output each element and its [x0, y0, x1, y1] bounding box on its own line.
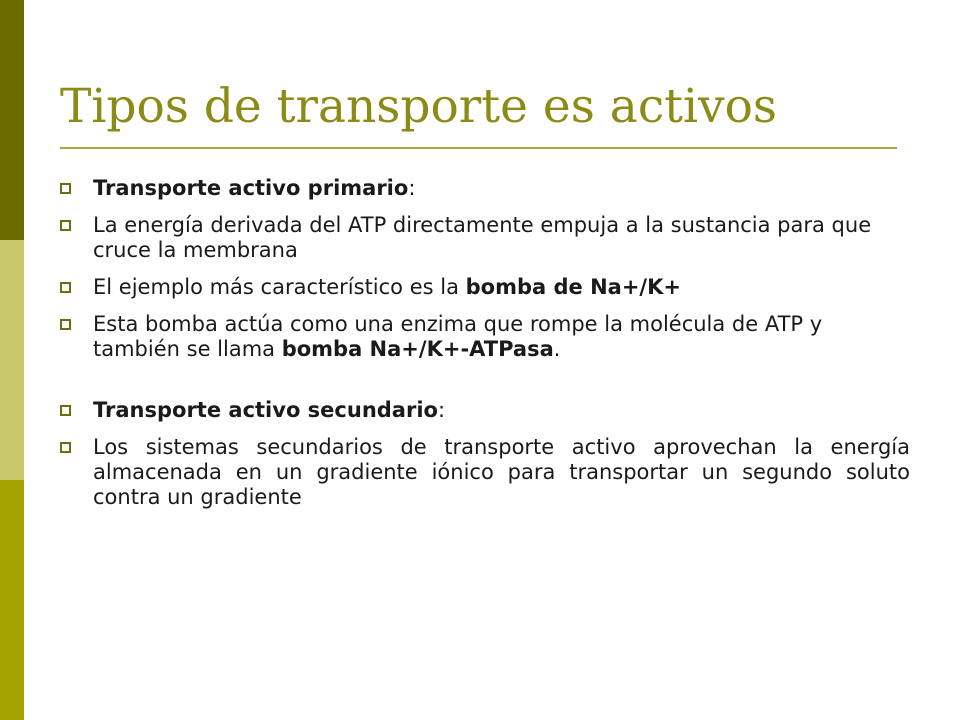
sidebar-accent-bottom [0, 480, 24, 720]
square-bullet-icon [60, 220, 71, 231]
bullet-secondary-systems [60, 435, 910, 510]
square-bullet-icon [60, 442, 71, 453]
square-bullet-icon [60, 319, 71, 330]
bullet-primary-heading [60, 176, 910, 201]
bullet-secondary-heading [60, 398, 910, 423]
bullet-bold-text: bomba Na+/K+-ATPasa [281, 337, 554, 361]
sidebar-accent-top [0, 0, 24, 240]
square-bullet-icon [60, 282, 71, 293]
bullet-list [60, 170, 910, 510]
bullet-suffix: : [437, 398, 446, 422]
bullet-pump-enzyme [60, 312, 910, 362]
slide-title: Tipos de transporte es activos [60, 79, 778, 134]
bullet-text: La energía derivada del ATP directamente empuja a la sustancia para que cruce la membrana [93, 213, 872, 262]
bullet-atp-energy [60, 213, 910, 263]
bullet-bold-text: Transporte activo secundario [93, 398, 438, 422]
bullet-text: Esta bomba actúa como una enzima que rompe la molécula de ATP y también se llama [93, 312, 823, 361]
title-underline [60, 147, 897, 149]
bullet-pump-example [60, 275, 910, 300]
bullet-text: El ejemplo más característico es la [93, 275, 466, 299]
bullet-suffix: . [553, 337, 561, 361]
bullet-suffix: : [408, 176, 416, 200]
bullet-bold-text: bomba de Na+/K+ [465, 275, 681, 299]
bullet-text: Los sistemas secundarios de transporte activo aprovechan la energía almacenada en un gradiente iónico para transportar un segundo soluto contra un gradiente [93, 435, 910, 509]
sidebar-accent-middle [0, 240, 24, 480]
bullet-bold-text: Transporte activo primario [93, 176, 409, 200]
square-bullet-icon [60, 183, 71, 194]
square-bullet-icon [60, 405, 71, 416]
